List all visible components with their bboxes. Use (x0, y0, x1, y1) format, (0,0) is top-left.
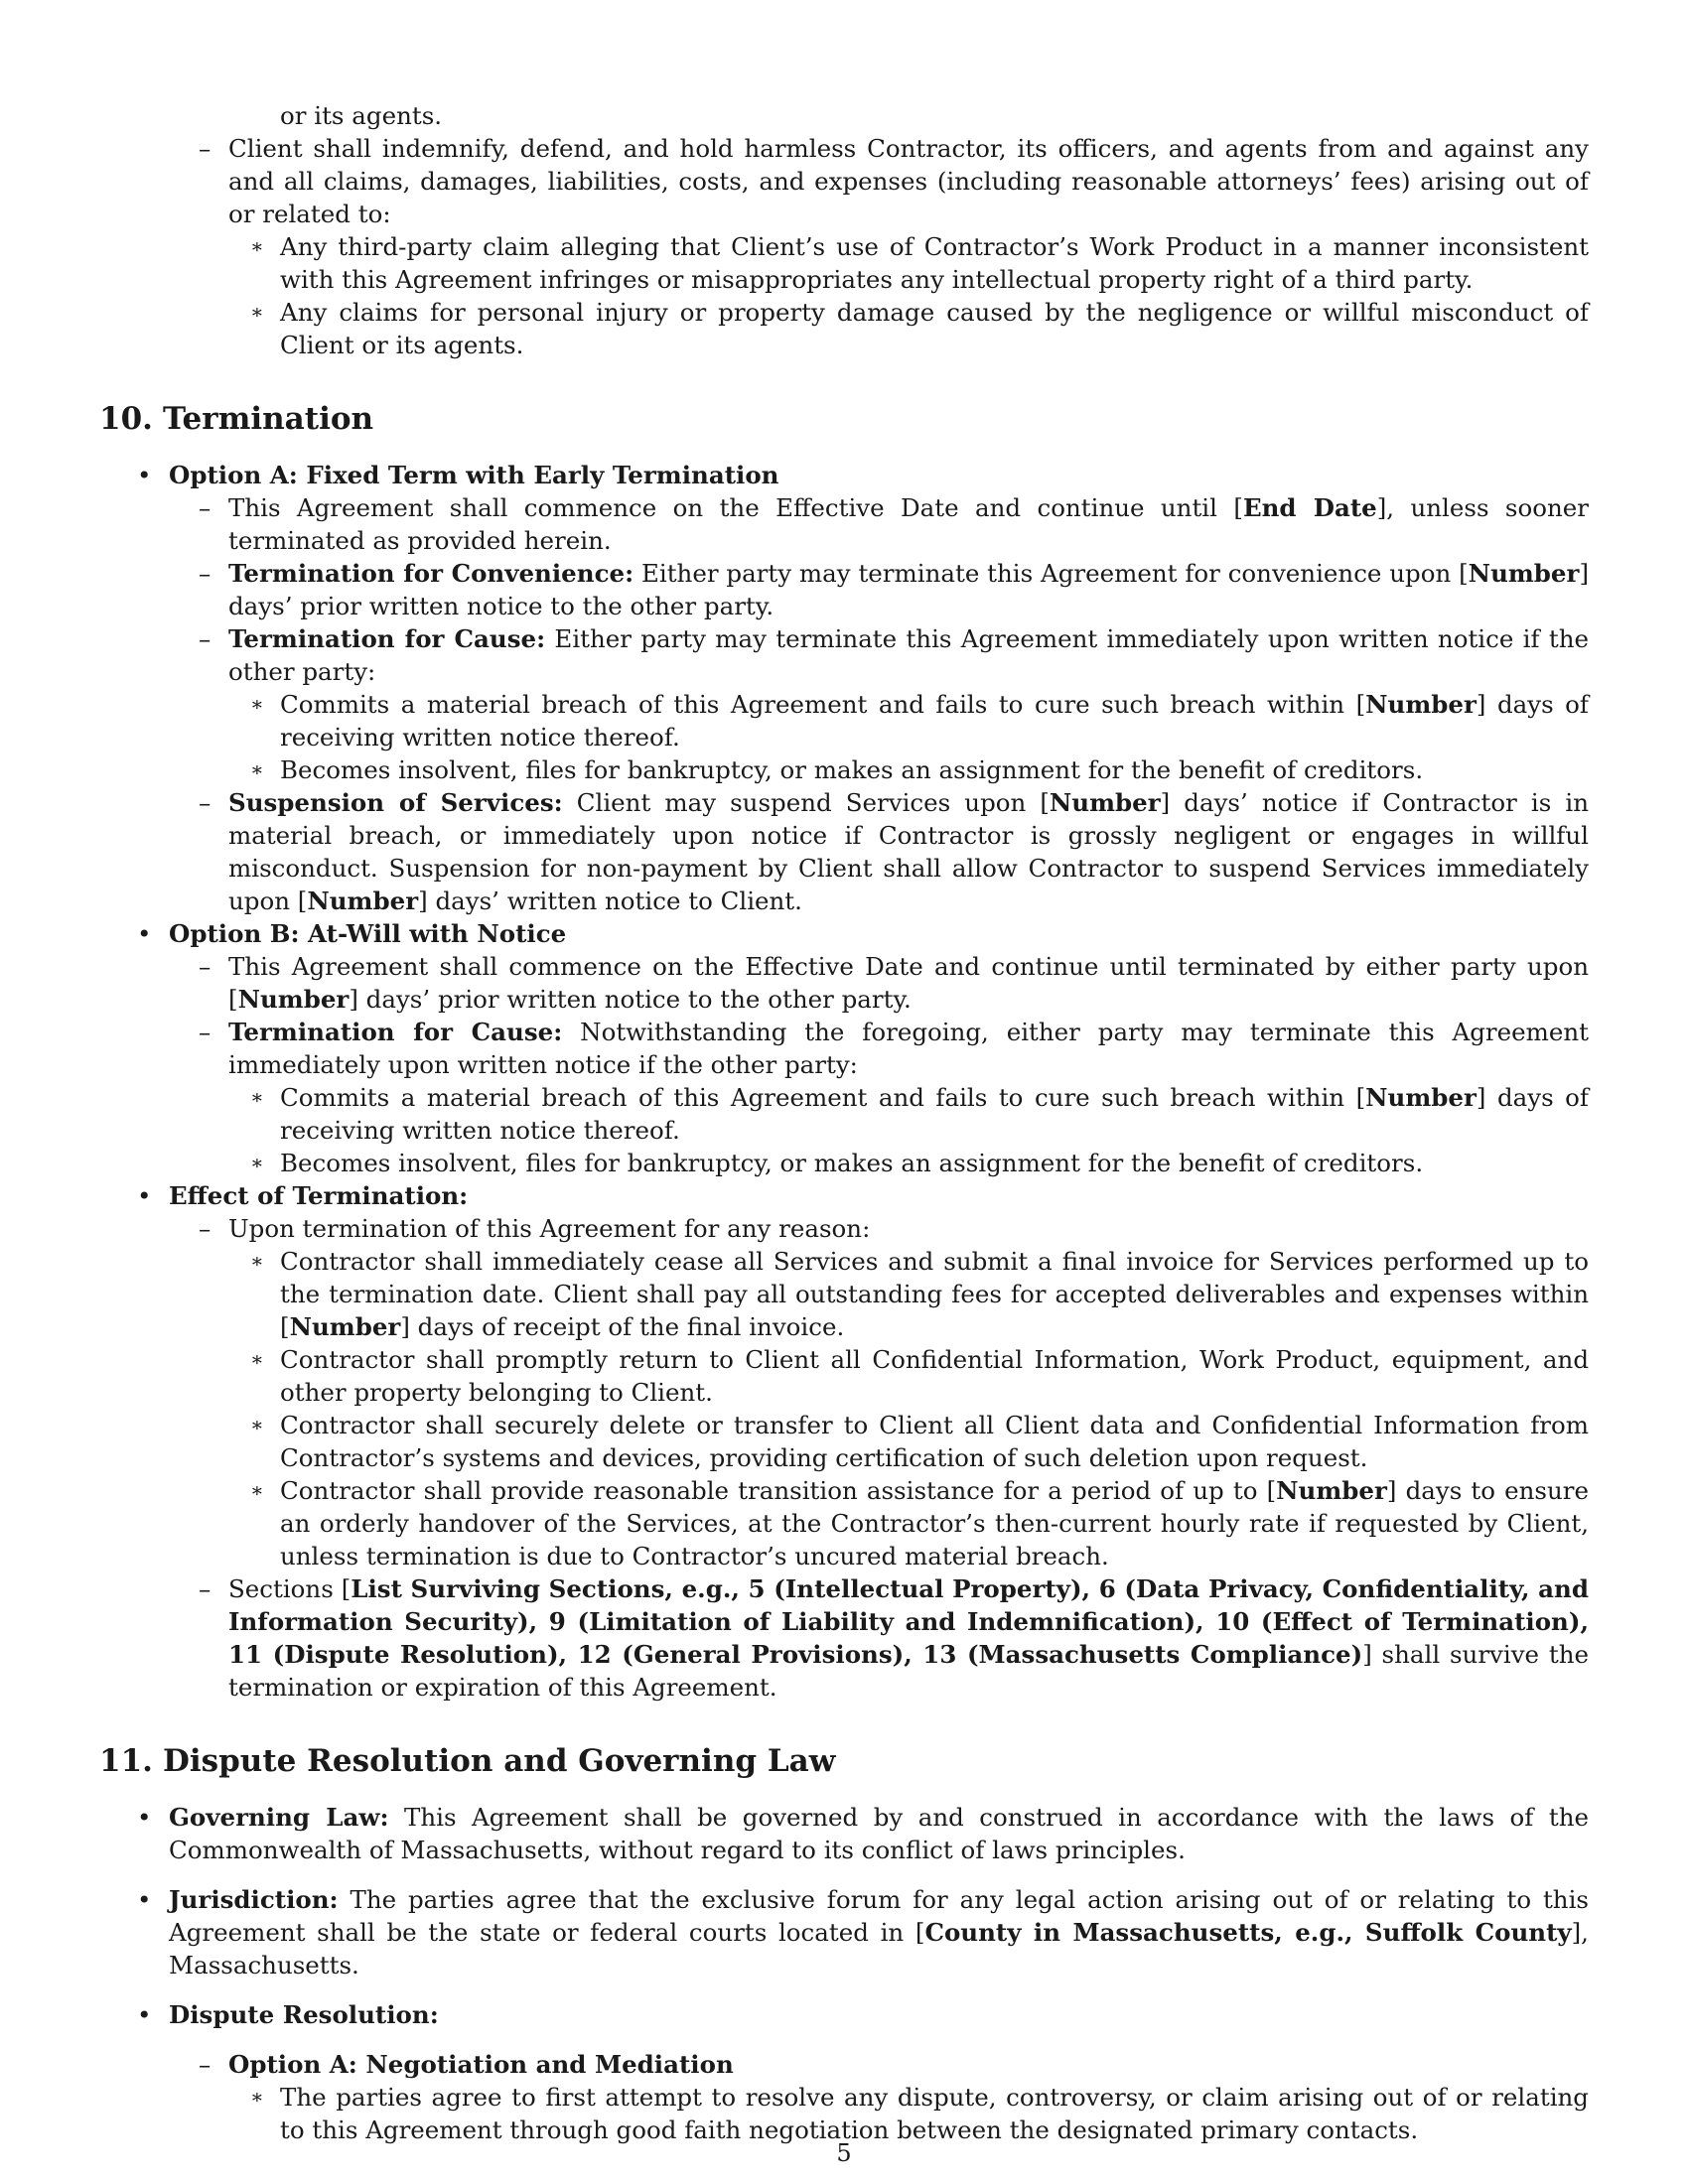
dash-marker: – (199, 559, 211, 588)
text: ] days’ notice if Contractor is in material breach, or immediately upon notice if Contractor is grossly negligent or engages in willful misconduct. Suspension for non-payment by Client shall allow Contractor to suspend Services immediately upon [ (228, 788, 1589, 915)
list-item (99, 1179, 1589, 1212)
text: Either party may terminate this Agreement for convenience upon [ (633, 559, 1469, 588)
clause-label: Dispute Resolution: (169, 2000, 439, 2029)
client-item-text: Any third-party claim alleging that Client’s use of Contractor’s Work Product in a manner inconsistent with this Agreement infringes or misappropriates any intellectual property right of a third party. (280, 232, 1589, 294)
spacer (99, 1981, 1589, 1998)
list-item (99, 1801, 1589, 1866)
star-marker: ∗ (250, 692, 264, 716)
list-item (99, 622, 1589, 688)
text: Contractor shall provide reasonable transition assistance for a period of up to [ (280, 1476, 1277, 1505)
text: This Agreement shall commence on the Effective Date and continue until [ (228, 493, 1243, 522)
list-item (99, 2081, 1589, 2146)
section-title: Termination (163, 401, 374, 437)
bullet-marker: • (137, 1803, 152, 1832)
text: Contractor shall immediately cease all Services and submit a final invoice for Services performed up to the termination date. Client shall pay all outstanding fees for accepted deliverables and expenses within [ (280, 1247, 1589, 1341)
placeholder: End Date (1242, 493, 1377, 522)
text: Client may suspend Services upon [ (562, 788, 1050, 817)
bullet-marker: • (137, 461, 152, 489)
section-heading-dispute-resolution (99, 1741, 1589, 1781)
text: The parties agree to first attempt to resolve any dispute, controversy, or claim arising out of or relating to this Agreement through good faith negotiation between the designated primary contacts. (280, 2083, 1589, 2144)
dash-marker: – (199, 788, 211, 817)
text: ] days’ prior written notice to the other party. (228, 559, 1589, 620)
text: Becomes insolvent, files for bankruptcy, or makes an assignment for the benefit of creditors. (280, 755, 1424, 784)
list-item (99, 688, 1589, 753)
list-item (99, 786, 1589, 917)
star-marker: ∗ (250, 1413, 264, 1436)
placeholder: Number (1276, 1476, 1387, 1505)
star-marker: ∗ (250, 757, 264, 781)
dash-marker: – (199, 952, 211, 981)
continuation-line: or its agents. (280, 101, 443, 130)
text: ], Massachusetts. (169, 1918, 1589, 1979)
list-item (99, 230, 1589, 296)
list-item (99, 1572, 1589, 1704)
bullet-marker: • (137, 1181, 152, 1210)
placeholder: Number (1468, 559, 1580, 588)
text: ] days’ prior written notice to the other party. (349, 985, 912, 1014)
list-item (99, 1081, 1589, 1147)
list-item (99, 1474, 1589, 1572)
bullet-marker: • (137, 1885, 152, 1914)
star-marker: ∗ (250, 1151, 264, 1174)
dash-marker: – (199, 493, 211, 522)
list-item (99, 296, 1589, 361)
list-item (99, 1998, 1589, 2031)
star-marker: ∗ (250, 1249, 264, 1273)
text: ], unless sooner terminated as provided herein. (228, 493, 1589, 555)
text: ] days to ensure an orderly handover of the Services, at the Contractor’s then-current hourly rate if requested by Client, unless termination is due to Contractor’s uncured material breach. (280, 1476, 1589, 1570)
client-item-text: Any claims for personal injury or property damage caused by the negligence or willful misconduct of Client or its agents. (280, 298, 1589, 359)
text: ] days of receipt of the final invoice. (400, 1312, 845, 1341)
list-item (99, 950, 1589, 1016)
list-item (99, 132, 1589, 230)
option-a-label: Option A: Fixed Term with Early Termination (169, 461, 779, 489)
dash-marker: – (199, 624, 211, 653)
list-item (99, 491, 1589, 557)
dash-marker: – (199, 1018, 211, 1046)
client-indemnify-text: Client shall indemnify, defend, and hold harmless Contractor, its officers, and agents from and against any and all claims, damages, liabilities, costs, and expenses (including reasonable attorneys’ fees) arising out of or related to: (228, 134, 1589, 228)
bullet-marker: • (137, 2000, 152, 2029)
star-marker: ∗ (250, 1085, 264, 1109)
text: This Agreement shall be governed by and construed in accordance with the laws of the Commonwealth of Massachusetts, without regard to its conflict of laws principles. (169, 1803, 1589, 1864)
clause-label: Termination for Cause: (228, 1018, 563, 1046)
text: ] shall survive the termination or expiration of this Agreement. (228, 1640, 1589, 1702)
dash-marker: – (199, 1574, 211, 1603)
clause-label: Termination for Cause: (228, 624, 546, 653)
text: Commits a material breach of this Agreement and fails to cure such breach within [ (280, 1083, 1366, 1112)
section-number: 10. (99, 401, 153, 437)
list-item (99, 917, 1589, 950)
spacer (99, 2031, 1589, 2048)
page-number: 5 (836, 2139, 852, 2167)
star-marker: ∗ (250, 1478, 264, 1502)
text: Notwithstanding the foregoing, either party may terminate this Agreement immediately upon written notice if the other party: (228, 1018, 1589, 1079)
clause-label: Suspension of Services: (228, 788, 563, 817)
list-item (99, 1409, 1589, 1474)
list-item (99, 2048, 1589, 2081)
list-item (99, 1245, 1589, 1343)
text: ] days of receiving written notice thereof. (280, 1083, 1589, 1145)
text: Contractor shall securely delete or transfer to Client all Client data and Confidential Information from Contractor’s systems and devices, providing certification of such deletion upon request. (280, 1411, 1589, 1472)
clause-label: Governing Law: (169, 1803, 389, 1832)
placeholder: Number (237, 985, 350, 1014)
text: ] days of receiving written notice thereof. (280, 690, 1589, 751)
list-item (99, 753, 1589, 786)
text: This Agreement shall commence on the Effective Date and continue until terminated by either party upon [ (228, 952, 1589, 1014)
text: Becomes insolvent, files for bankruptcy, or makes an assignment for the benefit of creditors. (280, 1149, 1424, 1177)
clause-label: Jurisdiction: (169, 1885, 339, 1914)
clause-label: Termination for Convenience: (228, 559, 634, 588)
star-marker: ∗ (250, 234, 264, 258)
placeholder: List Surviving Sections, e.g., 5 (Intellectual Property), 6 (Data Privacy, Confidentiality, and Information Security), 9 (Limitation of Liability and Indemnification), 10 (Effect of Termination), 11 (Dispute Resolution), 12 (General Provisions), 13 (Massachusetts Compliance) (228, 1574, 1589, 1669)
bullet-marker: • (137, 919, 152, 948)
placeholder: Number (307, 887, 419, 915)
list-item (99, 1343, 1589, 1409)
list-item (99, 1147, 1589, 1179)
star-marker: ∗ (250, 2085, 264, 2109)
placeholder: Number (289, 1312, 401, 1341)
text: Sections [ (228, 1574, 352, 1603)
star-marker: ∗ (250, 300, 264, 324)
list-item (99, 1016, 1589, 1081)
dash-marker: – (199, 2050, 211, 2079)
option-b-label: Option B: At-Will with Notice (169, 919, 567, 948)
text: Contractor shall promptly return to Client all Confidential Information, Work Product, equipment, and other property belonging to Client. (280, 1345, 1589, 1407)
dash-marker: – (199, 134, 211, 163)
option-a-label: Option A: Negotiation and Mediation (228, 2050, 734, 2079)
text: The parties agree that the exclusive forum for any legal action arising out of or relating to this Agreement shall be the state or federal courts located in [ (169, 1885, 1589, 1947)
text: Commits a material breach of this Agreement and fails to cure such breach within [ (280, 690, 1366, 719)
placeholder: Number (1049, 788, 1161, 817)
section-title: Dispute Resolution and Governing Law (163, 1743, 836, 1779)
dash-marker: – (199, 1214, 211, 1243)
text: Either party may terminate this Agreement immediately upon written notice if the other party: (228, 624, 1589, 686)
list-item (99, 557, 1589, 622)
star-marker: ∗ (250, 1347, 264, 1371)
page-content (99, 99, 1589, 2146)
list-item (99, 1212, 1589, 1245)
section-number: 11. (99, 1743, 153, 1779)
placeholder: County in Massachusetts, e.g., Suffolk County (924, 1918, 1572, 1947)
placeholder: Number (1365, 1083, 1477, 1112)
effect-label: Effect of Termination: (169, 1181, 469, 1210)
list-item (99, 1883, 1589, 1981)
list-item (99, 459, 1589, 491)
section-heading-termination (99, 399, 1589, 439)
placeholder: Number (1365, 690, 1477, 719)
text: Upon termination of this Agreement for any reason: (228, 1214, 871, 1243)
text: ] days’ written notice to Client. (418, 887, 802, 915)
spacer (99, 1866, 1589, 1883)
